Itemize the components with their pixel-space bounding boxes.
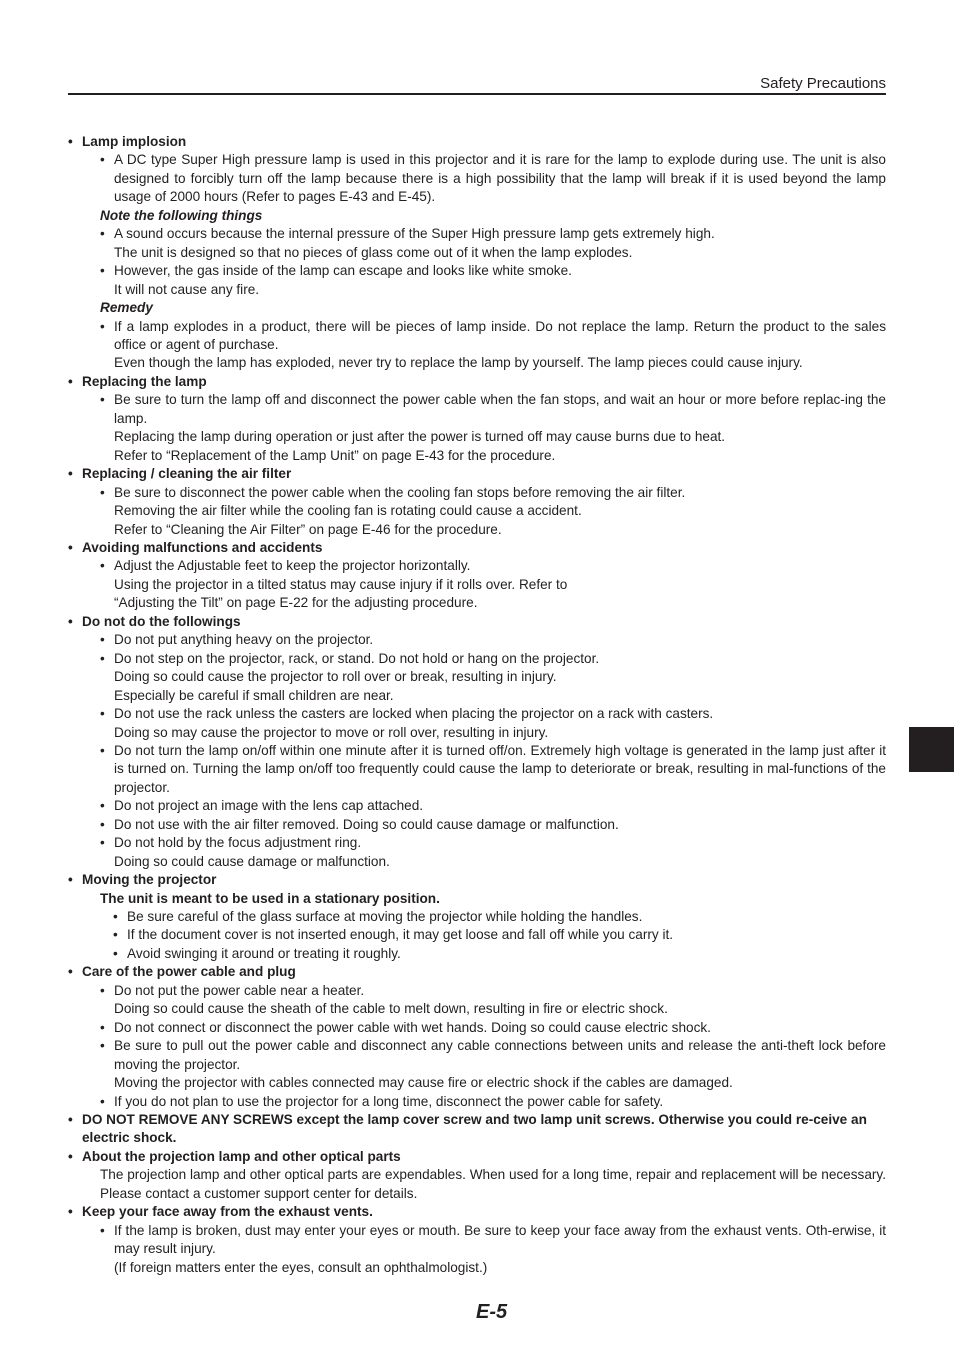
bullet-icon: • [68, 1112, 73, 1128]
item-text: Doing so could cause damage or malfunction. [114, 853, 390, 869]
bullet-icon: • [68, 373, 73, 389]
item-text: Refer to “Cleaning the Air Filter” on page E-46 for the procedure. [114, 521, 502, 537]
bullet-icon: • [100, 1222, 105, 1238]
bullet-icon: • [68, 466, 73, 482]
list-item [100, 797, 886, 815]
section [68, 613, 886, 871]
list-item [100, 705, 886, 742]
section-title [68, 465, 886, 483]
bullet-list [82, 484, 886, 539]
section-title-text: Moving the projector [82, 872, 217, 888]
bullet-list [82, 1222, 886, 1277]
paragraph: The projection lamp and other optical parts are expendables. When used for a long time, repair and replacement will be necessary. Please contact a customer support center for details. [100, 1167, 886, 1201]
bullet-icon: • [100, 982, 105, 998]
bullet-icon: • [100, 263, 105, 279]
item-text: Do not use with the air filter removed. Doing so could cause damage or malfunction. [114, 816, 619, 832]
item-text: Moving the projector with cables connected may cause fire or electric shock if the cables are damaged. [114, 1075, 733, 1091]
header-rule [68, 93, 886, 95]
item-text: Do not connect or disconnect the power cable with wet hands. Doing so could cause electric shock. [114, 1019, 711, 1035]
list-item [100, 391, 886, 465]
list-item [100, 1037, 886, 1092]
section-title-text: Keep your face away from the exhaust vents. [82, 1204, 373, 1220]
list-item [100, 262, 886, 299]
section [68, 871, 886, 963]
bullet-list [82, 151, 886, 206]
bullet-icon: • [113, 909, 118, 925]
item-text: Do not put the power cable near a heater. [114, 982, 365, 998]
item-text: Using the projector in a tilted status may cause injury if it rolls over. Refer to [114, 576, 568, 592]
item-text: “Adjusting the Tilt” on page E-22 for the adjusting procedure. [114, 595, 478, 611]
item-text: Doing so may cause the projector to move or roll over, resulting in injury. [114, 724, 549, 740]
bullet-icon: • [100, 558, 105, 574]
list-item [100, 631, 886, 649]
bullet-icon: • [100, 1019, 105, 1035]
item-text: Be sure to pull out the power cable and disconnect any cable connections between units and release the anti-theft lock before moving the projector. [114, 1038, 886, 1072]
bullet-list [82, 318, 886, 373]
list-item [100, 1093, 886, 1111]
section [68, 1203, 886, 1277]
bullet-icon: • [100, 835, 105, 851]
bullet-icon: • [100, 706, 105, 722]
page-number: E-5 [476, 1301, 508, 1323]
bullet-icon: • [113, 927, 118, 943]
item-text: If the document cover is not inserted enough, it may get loose and fall off while you carry it. [127, 927, 674, 943]
bullet-icon: • [68, 1148, 73, 1164]
list-item [100, 557, 886, 612]
bullet-list [82, 908, 886, 963]
item-text: Be sure to disconnect the power cable when the cooling fan stops before removing the air filter. [114, 484, 686, 500]
section [68, 465, 886, 539]
item-text: Do not turn the lamp on/off within one minute after it is turned off/on. Extremely high voltage is generated in the lamp just after it is turned on. Turning the lamp on/off too frequently could cause the lamp to deteriorate or break, resulting in mal-functions of the projector. [114, 742, 886, 795]
list-item [113, 908, 886, 926]
item-text: It will not cause any fire. [114, 281, 260, 297]
header-title: Safety Precautions [760, 75, 886, 92]
bullet-icon: • [100, 226, 105, 242]
safety-content [68, 133, 886, 1277]
bullet-icon: • [100, 1093, 105, 1109]
item-text: A sound occurs because the internal pressure of the Super High pressure lamp gets extremely high. [114, 226, 715, 242]
note-heading: Remedy [100, 300, 153, 316]
bullet-icon: • [100, 1038, 105, 1054]
bullet-list [82, 982, 886, 1111]
bullet-list [82, 631, 886, 871]
section-title-text: Care of the power cable and plug [82, 964, 296, 980]
item-text: The unit is designed so that no pieces of glass come out of it when the lamp explodes. [114, 244, 633, 260]
bullet-icon: • [68, 134, 73, 149]
lead-text: The unit is meant to be used in a stationary position. [100, 890, 440, 906]
list-item [100, 225, 886, 262]
item-text: If the lamp is broken, dust may enter your eyes or mouth. Be sure to keep your face away from the exhaust vents. Oth-erwise, it may result injury. [114, 1222, 886, 1257]
item-text: Doing so could cause the sheath of the cable to melt down, resulting in fire or electric shock. [114, 1001, 668, 1017]
item-text: Be sure to turn the lamp off and disconnect the power cable when the fan stops, and wait an hour or more before replac-ing the lamp. [114, 392, 886, 426]
list-item [100, 1222, 886, 1277]
section [68, 963, 886, 1111]
bullet-icon: • [100, 816, 105, 832]
section-title-text: Replacing the lamp [82, 373, 207, 389]
section-title-text: Do not do the followings [82, 613, 241, 629]
item-text: Be sure careful of the glass surface at moving the projector while holding the handles. [127, 909, 643, 925]
section-title [68, 1148, 886, 1166]
item-text: Avoid swinging it around or treating it roughly. [127, 945, 401, 961]
item-text: However, the gas inside of the lamp can escape and looks like white smoke. [114, 263, 572, 279]
bullet-icon: • [100, 650, 105, 666]
item-text: If you do not plan to use the projector for a long time, disconnect the power cable for safety. [114, 1093, 664, 1109]
section-title [68, 871, 886, 889]
bullet-icon: • [100, 742, 105, 758]
bullet-icon: • [100, 632, 105, 648]
bullet-icon: • [100, 484, 105, 500]
bullet-icon: • [113, 945, 118, 961]
section [68, 1148, 886, 1203]
item-text: If a lamp explodes in a product, there will be pieces of lamp inside. Do not replace the lamp. Return the product to the sales office or agent of purchase. [114, 318, 886, 352]
section-title [68, 539, 886, 557]
section-title-text: About the projection lamp and other optical parts [82, 1148, 401, 1164]
item-text: Do not use the rack unless the casters are locked when placing the projector on a rack with casters. [114, 706, 714, 722]
section [68, 1111, 886, 1148]
section-title [68, 373, 886, 391]
item-text: Do not step on the projector, rack, or stand. Do not hold or hang on the projector. [114, 650, 600, 666]
section [68, 133, 886, 373]
bullet-list [82, 225, 886, 299]
section-title-text: Lamp implosion [82, 134, 187, 149]
item-text: Do not project an image with the lens cap attached. [114, 798, 424, 814]
list-item [100, 816, 886, 834]
list-item [100, 834, 886, 871]
list-item [100, 742, 886, 797]
section-title [68, 1111, 886, 1148]
item-text: Removing the air filter while the cooling fan is rotating could cause a accident. [114, 503, 582, 519]
section-title-text: Replacing / cleaning the air filter [82, 466, 292, 482]
item-text: Do not hold by the focus adjustment ring. [114, 835, 362, 851]
section-title-text: Avoiding malfunctions and accidents [82, 539, 323, 555]
section-title [68, 963, 886, 981]
bullet-icon: • [68, 539, 73, 555]
bullet-list [82, 557, 886, 612]
list-item [113, 945, 886, 963]
bullet-icon: • [68, 964, 73, 980]
section [68, 539, 886, 613]
bullet-icon: • [100, 392, 105, 408]
item-text: Adjust the Adjustable feet to keep the projector horizontally. [114, 558, 471, 574]
bullet-list [82, 391, 886, 465]
item-text: Refer to “Replacement of the Lamp Unit” on page E-43 for the procedure. [114, 447, 556, 463]
bullet-icon: • [68, 872, 73, 888]
note-heading: Note the following things [100, 207, 263, 223]
item-text: Especially be careful if small children are near. [114, 687, 394, 703]
item-text: Even though the lamp has exploded, never try to replace the lamp by yourself. The lamp pieces could cause injury. [114, 355, 803, 371]
item-text: Replacing the lamp during operation or just after the power is turned off may cause burns due to heat. [114, 429, 726, 445]
section-title [68, 1203, 886, 1221]
list-item [113, 926, 886, 944]
bullet-icon: • [68, 613, 73, 629]
section-title [68, 133, 886, 151]
list-item [100, 484, 886, 539]
section-title [68, 613, 886, 631]
item-text: Doing so could cause the projector to roll over or break, resulting in injury. [114, 669, 557, 685]
list-item [100, 318, 886, 373]
bullet-icon: • [100, 798, 105, 814]
list-item [100, 982, 886, 1019]
bullet-icon: • [100, 152, 105, 168]
item-text: A DC type Super High pressure lamp is used in this projector and it is rare for the lamp to explode during use. The unit is also designed to forcibly turn off the lamp because there is a high possibility that the lamp will break if it is used beyond the lamp usage of 2000 hours (Refer to pages E-43 and E-45). [114, 152, 886, 205]
section [68, 373, 886, 465]
item-text: Do not put anything heavy on the projector. [114, 632, 374, 648]
list-item [100, 1019, 886, 1037]
bullet-icon: • [68, 1204, 73, 1220]
section-title-text: DO NOT REMOVE ANY SCREWS except the lamp cover screw and two lamp unit screws. Otherwise you could re-ceive an electric shock. [82, 1112, 867, 1146]
side-tab-marker [909, 727, 954, 772]
list-item [100, 151, 886, 206]
list-item [100, 650, 886, 705]
bullet-icon: • [100, 318, 105, 334]
item-text: (If foreign matters enter the eyes, consult an ophthalmologist.) [114, 1259, 488, 1275]
